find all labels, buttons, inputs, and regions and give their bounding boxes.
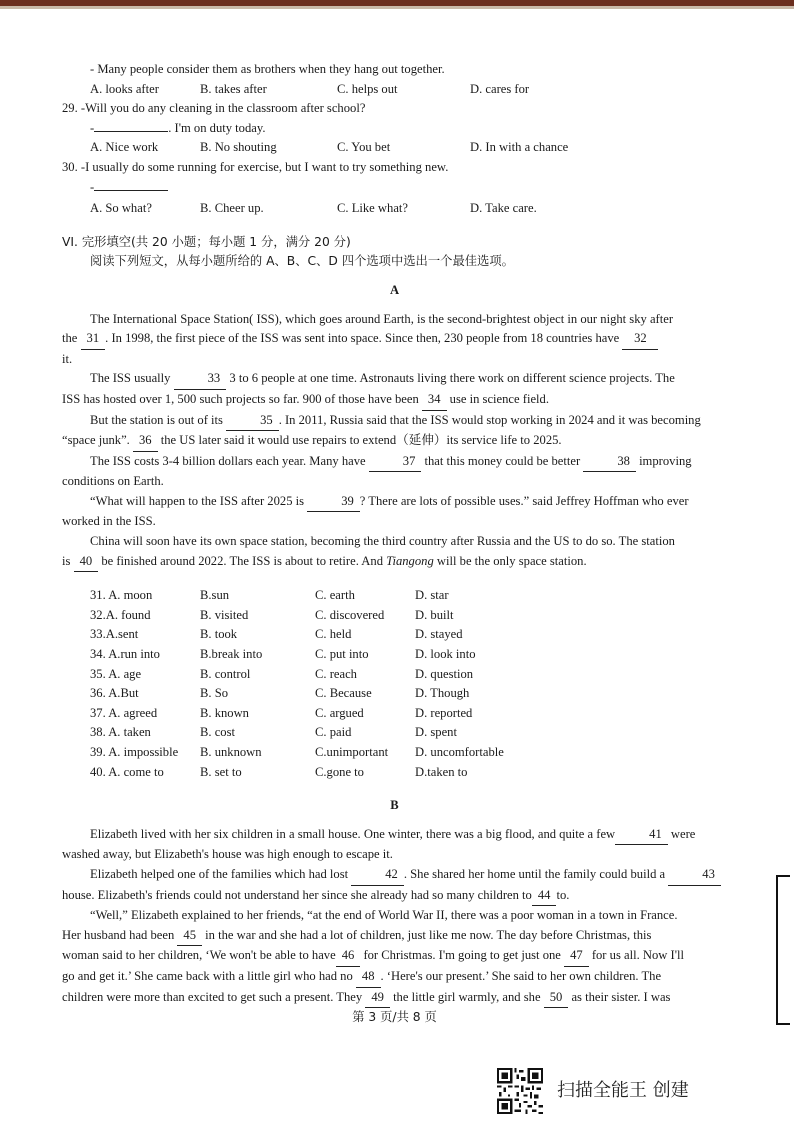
text-run: “What will happen to the ISS after 2025 is bbox=[90, 493, 305, 508]
blank-49: 49 bbox=[365, 988, 390, 1009]
passage-a-line: it. bbox=[62, 351, 73, 366]
text-run: for Christmas. I'm going to get just one bbox=[363, 948, 561, 963]
passage-a-line bbox=[62, 411, 727, 432]
q30-options bbox=[62, 199, 727, 219]
option-c: C. reach bbox=[315, 666, 357, 681]
text-run: children were more than excited to get such a present. They bbox=[62, 989, 363, 1004]
text-run: But the station is out of its bbox=[90, 412, 223, 427]
q29-reply-prefix: - bbox=[90, 120, 95, 135]
text-run: . In 2011, Russia said that the ISS would stop working in 2024 and it was becoming bbox=[278, 412, 701, 427]
option-d: D. look into bbox=[415, 647, 476, 662]
q30-answer-blank bbox=[94, 190, 168, 191]
q30-option-d: D. Take care. bbox=[470, 201, 537, 216]
option-row bbox=[62, 665, 727, 685]
text-run: woman said to her children, ‘We won't be able to have bbox=[62, 948, 336, 963]
binding-bracket bbox=[776, 875, 790, 1025]
option-a: 32.A. found bbox=[90, 607, 151, 622]
text-run: the bbox=[62, 331, 78, 346]
option-d: D. reported bbox=[415, 705, 473, 720]
passage-b-line: “Well,” Elizabeth explained to her friends, “at the end of World War II, there was a poor woman in a town in France. bbox=[90, 908, 678, 923]
option-a: 35. A. age bbox=[90, 666, 142, 681]
option-b: B. cost bbox=[200, 725, 235, 740]
passage-a-line bbox=[62, 431, 727, 452]
text-run: . ‘Here's our present.’ She said to her own children. The bbox=[380, 968, 662, 983]
option-d: D. uncomfortable bbox=[415, 745, 504, 759]
q28-option-a: A. looks after bbox=[90, 81, 159, 96]
option-d: D. star bbox=[415, 588, 449, 603]
option-b: B.sun bbox=[200, 588, 230, 603]
option-a: 39. A. impossible bbox=[90, 745, 179, 759]
blank-36: 36 bbox=[133, 431, 158, 452]
q29-option-a: A. Nice work bbox=[90, 140, 159, 155]
option-c: C.unimportant bbox=[315, 745, 389, 759]
option-a: 31. A. moon bbox=[90, 588, 153, 603]
q29-option-b: B. No shouting bbox=[200, 140, 277, 155]
option-row bbox=[62, 763, 727, 783]
blank-45: 45 bbox=[177, 926, 202, 947]
text-run: improving bbox=[639, 453, 692, 468]
q29-answer-blank bbox=[94, 131, 168, 132]
blank-38: 38 bbox=[583, 452, 636, 473]
text-run: the US later said it would use repairs to extend（延伸）its service life to 2025. bbox=[160, 433, 562, 448]
text-run: 3 to 6 people at one time. Astronauts living there work on different science projects. The bbox=[229, 371, 675, 386]
q29-options bbox=[62, 138, 727, 158]
scanner-watermark bbox=[497, 1068, 794, 1116]
option-d: D. built bbox=[415, 607, 454, 622]
text-run: Her husband had been bbox=[62, 927, 175, 942]
option-c: C. paid bbox=[315, 725, 352, 740]
option-row bbox=[62, 586, 727, 606]
passage-b-line bbox=[62, 946, 727, 967]
text-run: were bbox=[670, 826, 696, 841]
option-row bbox=[62, 743, 727, 763]
q29-stem: 29. -Will you do any cleaning in the classroom after school? bbox=[62, 101, 366, 116]
text-run: The ISS costs 3-4 billion dollars each year. Many have bbox=[90, 453, 366, 468]
option-b: B. visited bbox=[200, 607, 249, 622]
q29-option-d: D. In with a chance bbox=[470, 140, 569, 155]
blank-33: 33 bbox=[174, 369, 227, 390]
text-run: “space junk”. bbox=[62, 433, 130, 448]
passage-a-label: A bbox=[389, 282, 400, 297]
blank-40: 40 bbox=[74, 552, 99, 573]
text-run: Elizabeth helped one of the families which had lost bbox=[90, 866, 349, 881]
q30-option-a: A. So what? bbox=[90, 201, 152, 216]
q28-option-d: D. cares for bbox=[470, 81, 530, 96]
q29-option-c: C. You bet bbox=[337, 140, 391, 155]
q28-option-b: B. takes after bbox=[200, 81, 267, 96]
option-b: B. set to bbox=[200, 764, 242, 779]
passage-a-line: worked in the ISS. bbox=[62, 514, 156, 529]
passage-b bbox=[62, 825, 727, 1008]
option-row bbox=[62, 684, 727, 704]
text-run: Elizabeth lived with her six children in a small house. One winter, there was a big flood, and quite a few bbox=[90, 826, 616, 841]
text-run: for us all. Now I'll bbox=[591, 948, 684, 963]
option-b: B. unknown bbox=[200, 745, 262, 759]
text-run: as their sister. I was bbox=[571, 989, 671, 1004]
blank-41: 41 bbox=[615, 825, 668, 846]
page-footer: 第 3 页/共 8 页 bbox=[352, 1010, 437, 1025]
q29-reply-suffix: . I'm on duty today. bbox=[168, 120, 266, 135]
blank-31: 31 bbox=[81, 329, 106, 350]
text-run: . In 1998, the first piece of the ISS was sent into space. Since then, 230 people from 18 countries have bbox=[105, 331, 620, 346]
option-b: B. known bbox=[200, 705, 249, 720]
q30-reply-prefix: - bbox=[90, 179, 95, 194]
passage-a-line bbox=[62, 390, 727, 411]
qr-code-icon bbox=[497, 1068, 543, 1114]
text-run: house. Elizabeth's friends could not understand her since she already had so many children to bbox=[62, 887, 532, 902]
top-edge-shadow bbox=[0, 6, 794, 9]
option-row bbox=[62, 645, 727, 665]
passage-b-line: washed away, but Elizabeth's house was high enough to escape it. bbox=[62, 847, 393, 862]
option-c: C. held bbox=[315, 627, 352, 642]
passage-a-line bbox=[62, 492, 727, 513]
text-run: to. bbox=[556, 887, 570, 902]
q30-reply bbox=[62, 178, 727, 198]
option-b: B. took bbox=[200, 627, 238, 642]
passage-a-line: conditions on Earth. bbox=[62, 474, 164, 489]
passage-a-line bbox=[62, 552, 727, 573]
scanner-app-credit: 扫描全能王 创建 bbox=[557, 1080, 689, 1101]
passage-b-line bbox=[62, 865, 727, 886]
passage-b-line bbox=[62, 926, 727, 947]
option-b: B. control bbox=[200, 666, 251, 681]
option-row bbox=[62, 704, 727, 724]
option-a: 33.A.sent bbox=[90, 627, 139, 642]
passage-a-line: The International Space Station( ISS), which goes around Earth, is the second-brightest object in our night sky after bbox=[90, 311, 674, 326]
blank-43: 43 bbox=[668, 865, 721, 886]
option-a: 40. A. come to bbox=[90, 764, 164, 779]
option-c: C. argued bbox=[315, 705, 364, 720]
q28-tail: - Many people consider them as brothers when they hang out together. bbox=[90, 62, 445, 76]
section6-title: VI. 完形填空(共 20 小题；每小题 1 分，满分 20 分) bbox=[62, 234, 351, 249]
text-run: is bbox=[62, 553, 71, 568]
text-run: that this money could be better bbox=[424, 453, 581, 468]
option-d: D. stayed bbox=[415, 627, 463, 642]
text-run: ? There are lots of possible uses.” said Jeffrey Hoffman who ever bbox=[359, 493, 689, 508]
blank-37: 37 bbox=[369, 452, 422, 473]
text-run: the little girl warmly, and she bbox=[393, 989, 541, 1004]
passage-b-line bbox=[62, 825, 727, 846]
option-a: 34. A.run into bbox=[90, 647, 160, 662]
option-c: C. earth bbox=[315, 588, 355, 603]
option-c: C. Because bbox=[315, 686, 372, 701]
text-run: in the war and she had a lot of children, just like me now. The day before Christmas, this bbox=[205, 927, 652, 942]
text-run: go and get it.’ She came back with a little girl who had no bbox=[62, 968, 353, 983]
option-c: C. discovered bbox=[315, 607, 385, 622]
text-run: . She shared her home until the family could build a bbox=[403, 866, 666, 881]
option-row bbox=[62, 606, 727, 626]
q28-option-c: C. helps out bbox=[337, 81, 398, 96]
blank-39: 39 bbox=[307, 492, 360, 513]
option-row bbox=[62, 723, 727, 743]
option-d: D.taken to bbox=[415, 764, 468, 779]
text-run: The ISS usually bbox=[90, 371, 171, 386]
option-d: D. spent bbox=[415, 725, 457, 740]
text-run: ISS has hosted over 1, 500 such projects so far. 900 of those have been bbox=[62, 391, 419, 406]
passage-b-line bbox=[62, 886, 727, 907]
q30-option-b: B. Cheer up. bbox=[200, 201, 264, 216]
blank-48: 48 bbox=[356, 967, 381, 988]
passage-a-line bbox=[62, 369, 727, 390]
blank-50: 50 bbox=[544, 988, 569, 1009]
blank-42: 42 bbox=[351, 865, 404, 886]
text-run: be finished around 2022. The ISS is about to retire. And bbox=[101, 553, 383, 568]
text-run: use in science field. bbox=[449, 391, 549, 406]
text-run-italic: Tiangong bbox=[386, 553, 434, 568]
option-row bbox=[62, 625, 727, 645]
q29-reply bbox=[62, 119, 727, 139]
blank-44: 44 bbox=[532, 886, 557, 907]
option-a: 36. A.But bbox=[90, 686, 139, 701]
blank-32: 32 bbox=[622, 329, 658, 350]
option-c: C.gone to bbox=[315, 764, 364, 779]
option-c: C. put into bbox=[315, 647, 369, 662]
q30-stem: 30. -I usually do some running for exercise, but I want to try something new. bbox=[62, 159, 449, 174]
passage-b-line bbox=[62, 967, 727, 988]
passage-a-line: China will soon have its own space station, becoming the third country after Russia and the US to do so. The station bbox=[90, 534, 675, 549]
options-a-grid bbox=[62, 586, 727, 782]
passage-a bbox=[62, 310, 727, 573]
blank-47: 47 bbox=[564, 946, 589, 967]
q30-option-c: C. Like what? bbox=[337, 201, 408, 216]
option-a: 38. A. taken bbox=[90, 725, 151, 740]
blank-35: 35 bbox=[226, 411, 279, 432]
q28-options bbox=[62, 80, 727, 100]
option-d: D. question bbox=[415, 666, 474, 681]
text-run: will be the only space station. bbox=[436, 553, 587, 568]
passage-a-line bbox=[62, 452, 727, 473]
option-a: 37. A. agreed bbox=[90, 705, 158, 720]
blank-34: 34 bbox=[422, 390, 447, 411]
passage-a-line bbox=[62, 329, 727, 350]
passage-b-label: B bbox=[390, 798, 399, 813]
passage-b-line bbox=[62, 988, 727, 1009]
blank-46: 46 bbox=[336, 946, 361, 967]
option-b: B. So bbox=[200, 686, 228, 701]
option-d: D. Though bbox=[415, 686, 470, 701]
option-b: B.break into bbox=[200, 647, 263, 662]
section6-instruction: 阅读下列短文，从每小题所给的 A、B、C、D 四个选项中选出一个最佳选项。 bbox=[90, 254, 514, 269]
exam-page bbox=[62, 60, 727, 1028]
